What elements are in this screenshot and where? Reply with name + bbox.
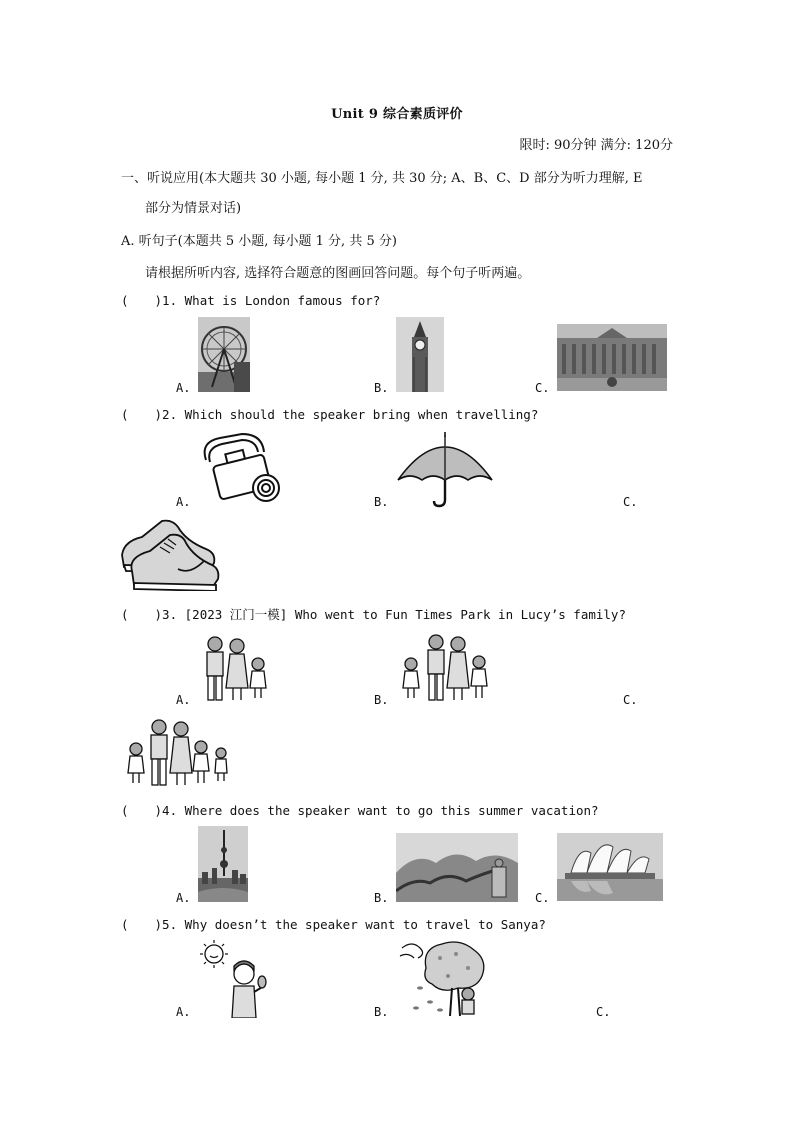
- page-title: Unit 9 综合素质评价: [331, 107, 463, 122]
- umbrella-illustration: [394, 428, 496, 508]
- question-2: [121, 407, 538, 422]
- option-b-label: B.: [374, 693, 389, 707]
- question-text: What is London famous for?: [184, 293, 381, 308]
- option-a-label: A.: [176, 495, 191, 509]
- ferris-wheel-photo: [198, 317, 250, 392]
- answer-bracket[interactable]: (: [121, 607, 129, 622]
- family-of-three: [200, 634, 270, 702]
- option-a-label: A.: [176, 693, 191, 707]
- option-a-label: A.: [176, 891, 191, 905]
- question-number: )5.: [154, 917, 178, 932]
- option-c-label: C.: [623, 693, 638, 707]
- family-of-five: [124, 717, 232, 787]
- answer-bracket[interactable]: (: [121, 407, 129, 422]
- question-number: )2.: [154, 407, 178, 422]
- question-text: [2023 江门一模] Who went to Fun Times Park in Lucy’s family?: [184, 607, 626, 622]
- question-1: [121, 293, 380, 308]
- answer-bracket[interactable]: (: [121, 293, 129, 308]
- camera-illustration: [196, 430, 286, 508]
- question-text: Why doesn’t the speaker want to travel to Sanya?: [184, 917, 546, 932]
- family-of-four: [399, 632, 491, 702]
- option-b-label: B.: [374, 891, 389, 905]
- time-limit: 限时: 90分钟 满分: 120分: [519, 138, 673, 153]
- option-b-label: B.: [374, 381, 389, 395]
- part-a-heading: A. 听句子(本题共 5 小题, 每小题 1 分, 共 5 分): [121, 234, 397, 249]
- section-heading-cont: 部分为情景对话): [145, 201, 242, 216]
- question-text: Which should the speaker bring when travelling?: [184, 407, 539, 422]
- option-a-label: A.: [176, 381, 191, 395]
- windy-tree-boy-illustration: [396, 938, 490, 1018]
- tower-city-photo: [198, 826, 248, 902]
- question-text: Where does the speaker want to go this summer vacation?: [184, 803, 599, 818]
- question-number: )4.: [154, 803, 178, 818]
- option-b-label: B.: [374, 495, 389, 509]
- option-c-label: C.: [535, 891, 550, 905]
- option-c-label: C.: [535, 381, 550, 395]
- big-ben-photo: [396, 317, 444, 392]
- option-a-label: A.: [176, 1005, 191, 1019]
- opera-house-photo: [557, 833, 663, 901]
- question-5: [121, 917, 546, 932]
- sneakers-illustration: [120, 515, 220, 591]
- question-4: [121, 803, 599, 818]
- section-heading: 一、听说应用(本大题共 30 小题, 每小题 1 分, 共 30 分; A、B、C、D 部分为听力理解, E: [121, 171, 643, 186]
- great-wall-photo: [396, 833, 518, 902]
- part-a-instruction: 请根据所听内容, 选择符合题意的图画回答问题。每个句子听两遍。: [145, 266, 531, 281]
- hot-sun-girl-illustration: [198, 940, 268, 1018]
- palace-photo: [557, 324, 667, 391]
- option-c-label: C.: [596, 1005, 611, 1019]
- option-c-label: C.: [623, 495, 638, 509]
- question-number: )3.: [154, 607, 178, 622]
- question-3: [121, 605, 626, 623]
- question-number: )1.: [154, 293, 178, 308]
- answer-bracket[interactable]: (: [121, 803, 129, 818]
- answer-bracket[interactable]: (: [121, 917, 129, 932]
- option-b-label: B.: [374, 1005, 389, 1019]
